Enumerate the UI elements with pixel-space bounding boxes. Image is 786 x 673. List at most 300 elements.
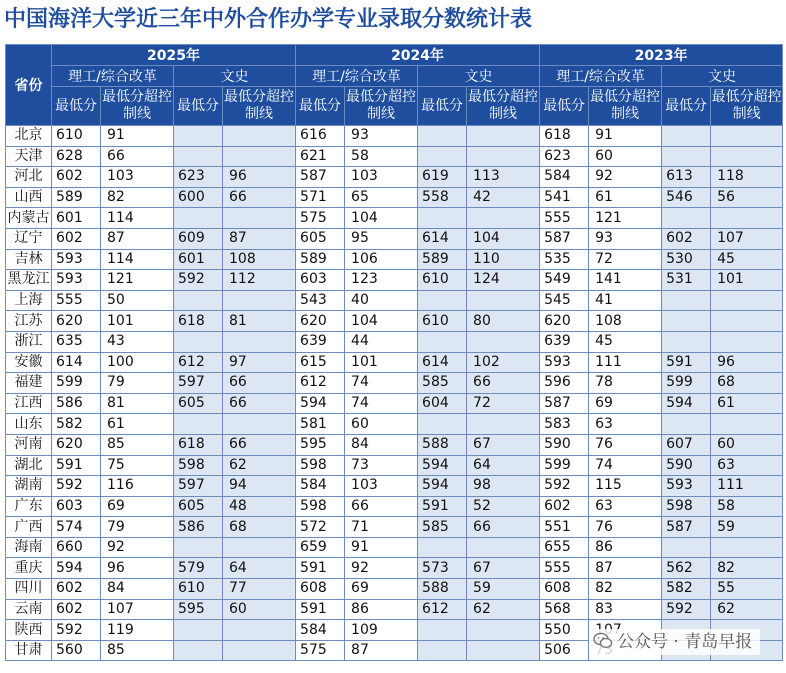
over-line-cell: 66 bbox=[223, 187, 296, 208]
over-line-cell: 77 bbox=[223, 579, 296, 600]
over-line-cell: 82 bbox=[589, 579, 662, 600]
table-row bbox=[6, 270, 783, 291]
over-line-cell: 104 bbox=[345, 311, 418, 332]
over-line-cell: 60 bbox=[711, 434, 783, 455]
min-score-cell bbox=[662, 290, 711, 311]
table-row bbox=[6, 393, 783, 414]
over-line-cell: 101 bbox=[711, 270, 783, 291]
min-score-cell: 610 bbox=[52, 126, 101, 147]
over-line-cell: 63 bbox=[589, 414, 662, 435]
min-score-cell: 598 bbox=[662, 496, 711, 517]
over-line-cell: 81 bbox=[223, 311, 296, 332]
min-score-cell: 655 bbox=[540, 537, 589, 558]
over-line-cell: 61 bbox=[711, 393, 783, 414]
min-score-header: 最低分 bbox=[540, 87, 589, 126]
min-score-cell bbox=[418, 640, 467, 661]
min-score-cell: 623 bbox=[174, 167, 223, 188]
table-row bbox=[6, 311, 783, 332]
table-row bbox=[6, 496, 783, 517]
min-score-cell: 628 bbox=[52, 146, 101, 167]
min-score-cell: 589 bbox=[52, 187, 101, 208]
over-line-cell: 41 bbox=[589, 290, 662, 311]
min-score-cell bbox=[174, 414, 223, 435]
over-line-cell: 94 bbox=[223, 476, 296, 497]
min-score-cell: 572 bbox=[296, 517, 345, 538]
table-row bbox=[6, 208, 783, 229]
min-score-cell: 591 bbox=[418, 496, 467, 517]
over-line-cell bbox=[223, 331, 296, 352]
min-score-cell: 603 bbox=[52, 496, 101, 517]
over-line-cell bbox=[223, 290, 296, 311]
over-line-cell: 92 bbox=[101, 537, 174, 558]
min-score-cell: 591 bbox=[52, 455, 101, 476]
province-cell: 黑龙江 bbox=[6, 270, 52, 291]
province-cell: 江苏 bbox=[6, 311, 52, 332]
over-line-cell: 64 bbox=[467, 455, 540, 476]
min-score-cell: 551 bbox=[540, 517, 589, 538]
province-cell: 广东 bbox=[6, 496, 52, 517]
over-line-cell: 92 bbox=[345, 558, 418, 579]
table-row bbox=[6, 373, 783, 394]
province-cell: 内蒙古 bbox=[6, 208, 52, 229]
over-line-cell: 107 bbox=[711, 228, 783, 249]
table-row bbox=[6, 579, 783, 600]
min-score-cell: 603 bbox=[296, 270, 345, 291]
over-line-cell: 111 bbox=[589, 352, 662, 373]
min-score-cell: 590 bbox=[662, 455, 711, 476]
min-score-cell: 592 bbox=[52, 476, 101, 497]
min-score-cell: 592 bbox=[52, 620, 101, 641]
min-score-cell bbox=[418, 126, 467, 147]
min-score-cell: 610 bbox=[418, 270, 467, 291]
over-line-cell: 93 bbox=[589, 228, 662, 249]
min-score-cell: 591 bbox=[662, 352, 711, 373]
over-line-cell: 85 bbox=[101, 434, 174, 455]
min-score-cell: 620 bbox=[52, 311, 101, 332]
province-cell: 安徽 bbox=[6, 352, 52, 373]
over-line-cell bbox=[711, 146, 783, 167]
over-line-cell: 66 bbox=[101, 146, 174, 167]
over-line-cell: 114 bbox=[101, 208, 174, 229]
over-line-cell: 72 bbox=[467, 393, 540, 414]
table-row bbox=[6, 126, 783, 147]
over-line-cell: 58 bbox=[711, 496, 783, 517]
over-line-cell: 73 bbox=[345, 455, 418, 476]
over-line-cell: 72 bbox=[589, 249, 662, 270]
min-score-cell: 594 bbox=[662, 393, 711, 414]
over-line-cell: 40 bbox=[345, 290, 418, 311]
min-score-cell: 604 bbox=[418, 393, 467, 414]
over-line-cell: 74 bbox=[345, 393, 418, 414]
over-line-cell: 121 bbox=[589, 208, 662, 229]
over-line-cell: 86 bbox=[345, 599, 418, 620]
province-cell: 甘肃 bbox=[6, 640, 52, 661]
min-score-cell: 609 bbox=[174, 228, 223, 249]
min-score-cell bbox=[662, 537, 711, 558]
min-score-cell: 612 bbox=[296, 373, 345, 394]
province-cell: 山西 bbox=[6, 187, 52, 208]
over-line-header: 最低分超控制线 bbox=[345, 87, 418, 126]
min-score-cell: 571 bbox=[296, 187, 345, 208]
min-score-cell: 607 bbox=[662, 434, 711, 455]
min-score-cell: 585 bbox=[418, 517, 467, 538]
min-score-cell: 599 bbox=[540, 455, 589, 476]
table-body bbox=[6, 126, 783, 661]
min-score-cell: 595 bbox=[296, 434, 345, 455]
min-score-cell: 639 bbox=[540, 331, 589, 352]
over-line-cell: 64 bbox=[223, 558, 296, 579]
min-score-cell bbox=[174, 208, 223, 229]
min-score-cell: 506 bbox=[540, 640, 589, 661]
min-score-cell: 621 bbox=[296, 146, 345, 167]
min-score-cell: 601 bbox=[174, 249, 223, 270]
min-score-cell: 587 bbox=[540, 228, 589, 249]
min-score-cell: 635 bbox=[52, 331, 101, 352]
over-line-cell: 111 bbox=[711, 476, 783, 497]
score-table bbox=[5, 44, 783, 661]
province-cell: 四川 bbox=[6, 579, 52, 600]
over-line-header: 最低分超控制线 bbox=[711, 87, 783, 126]
over-line-cell: 101 bbox=[345, 352, 418, 373]
table-row bbox=[6, 167, 783, 188]
over-line-cell: 74 bbox=[345, 373, 418, 394]
over-line-cell: 119 bbox=[101, 620, 174, 641]
table-row bbox=[6, 228, 783, 249]
min-score-cell: 530 bbox=[662, 249, 711, 270]
over-line-cell: 80 bbox=[467, 311, 540, 332]
min-score-cell: 594 bbox=[418, 476, 467, 497]
over-line-cell: 101 bbox=[101, 311, 174, 332]
min-score-header: 最低分 bbox=[418, 87, 467, 126]
province-cell: 广西 bbox=[6, 517, 52, 538]
min-score-cell: 587 bbox=[296, 167, 345, 188]
min-score-cell bbox=[662, 331, 711, 352]
min-score-cell: 584 bbox=[296, 476, 345, 497]
over-line-cell bbox=[711, 414, 783, 435]
province-cell: 北京 bbox=[6, 126, 52, 147]
over-line-cell: 61 bbox=[589, 187, 662, 208]
min-score-cell bbox=[174, 537, 223, 558]
over-line-cell: 109 bbox=[345, 620, 418, 641]
over-line-cell: 68 bbox=[711, 373, 783, 394]
min-score-cell: 593 bbox=[540, 352, 589, 373]
over-line-cell: 76 bbox=[589, 434, 662, 455]
over-line-cell bbox=[467, 290, 540, 311]
min-score-header: 最低分 bbox=[174, 87, 223, 126]
min-score-cell: 573 bbox=[418, 558, 467, 579]
over-line-cell: 97 bbox=[223, 352, 296, 373]
over-line-cell: 106 bbox=[345, 249, 418, 270]
over-line-cell: 116 bbox=[101, 476, 174, 497]
over-line-cell bbox=[467, 537, 540, 558]
table-row bbox=[6, 414, 783, 435]
year-header-2024: 2024年 bbox=[296, 45, 540, 66]
over-line-cell bbox=[467, 414, 540, 435]
over-line-cell: 66 bbox=[467, 373, 540, 394]
over-line-cell: 62 bbox=[223, 455, 296, 476]
min-score-cell: 590 bbox=[540, 434, 589, 455]
min-score-cell: 574 bbox=[52, 517, 101, 538]
min-score-cell: 555 bbox=[52, 290, 101, 311]
min-score-cell: 560 bbox=[52, 640, 101, 661]
table-header bbox=[6, 45, 783, 126]
over-line-header: 最低分超控制线 bbox=[467, 87, 540, 126]
min-score-cell bbox=[174, 640, 223, 661]
over-line-cell: 112 bbox=[223, 270, 296, 291]
min-score-cell bbox=[662, 126, 711, 147]
table-row bbox=[6, 537, 783, 558]
over-line-cell: 59 bbox=[711, 517, 783, 538]
liberal-group-header: 文史 bbox=[662, 66, 783, 87]
min-score-cell: 614 bbox=[418, 228, 467, 249]
over-line-cell: 87 bbox=[223, 228, 296, 249]
min-score-cell bbox=[418, 537, 467, 558]
over-line-cell: 108 bbox=[223, 249, 296, 270]
min-score-cell: 614 bbox=[52, 352, 101, 373]
over-line-cell: 62 bbox=[711, 599, 783, 620]
over-line-cell: 63 bbox=[711, 455, 783, 476]
over-line-cell: 65 bbox=[345, 187, 418, 208]
over-line-cell: 42 bbox=[467, 187, 540, 208]
province-cell: 辽宁 bbox=[6, 228, 52, 249]
province-cell: 湖北 bbox=[6, 455, 52, 476]
over-line-cell: 67 bbox=[467, 434, 540, 455]
min-score-cell: 597 bbox=[174, 373, 223, 394]
over-line-cell bbox=[467, 208, 540, 229]
min-score-cell bbox=[418, 290, 467, 311]
min-score-cell: 593 bbox=[52, 270, 101, 291]
min-score-cell bbox=[418, 208, 467, 229]
province-cell: 江西 bbox=[6, 393, 52, 414]
table-row bbox=[6, 290, 783, 311]
over-line-cell: 98 bbox=[467, 476, 540, 497]
min-score-cell bbox=[662, 208, 711, 229]
table-row bbox=[6, 434, 783, 455]
over-line-cell: 69 bbox=[589, 393, 662, 414]
min-score-cell: 620 bbox=[540, 311, 589, 332]
min-score-cell: 602 bbox=[52, 167, 101, 188]
over-line-cell: 121 bbox=[101, 270, 174, 291]
min-score-cell bbox=[418, 414, 467, 435]
min-score-cell: 613 bbox=[662, 167, 711, 188]
min-score-cell: 584 bbox=[540, 167, 589, 188]
over-line-cell: 62 bbox=[467, 599, 540, 620]
over-line-cell: 58 bbox=[345, 146, 418, 167]
over-line-cell bbox=[223, 126, 296, 147]
liberal-group-header: 文史 bbox=[174, 66, 296, 87]
min-score-cell: 584 bbox=[296, 620, 345, 641]
min-score-cell: 615 bbox=[296, 352, 345, 373]
over-line-cell bbox=[223, 146, 296, 167]
year-header-2025: 2025年 bbox=[52, 45, 296, 66]
over-line-cell: 91 bbox=[589, 126, 662, 147]
min-score-cell bbox=[174, 620, 223, 641]
province-cell: 海南 bbox=[6, 537, 52, 558]
science-group-header: 理工/综合改革 bbox=[540, 66, 662, 87]
min-score-cell: 618 bbox=[174, 311, 223, 332]
over-line-cell: 43 bbox=[101, 331, 174, 352]
min-score-header: 最低分 bbox=[52, 87, 101, 126]
min-score-cell: 639 bbox=[296, 331, 345, 352]
over-line-cell: 84 bbox=[345, 434, 418, 455]
over-line-cell: 107 bbox=[101, 599, 174, 620]
min-score-cell: 593 bbox=[52, 249, 101, 270]
min-score-cell: 591 bbox=[296, 558, 345, 579]
province-cell: 重庆 bbox=[6, 558, 52, 579]
over-line-cell: 56 bbox=[711, 187, 783, 208]
over-line-cell: 92 bbox=[589, 167, 662, 188]
over-line-cell: 79 bbox=[101, 517, 174, 538]
over-line-cell bbox=[711, 126, 783, 147]
year-header-2023: 2023年 bbox=[540, 45, 783, 66]
min-score-cell: 614 bbox=[418, 352, 467, 373]
over-line-cell: 69 bbox=[345, 579, 418, 600]
province-cell: 山东 bbox=[6, 414, 52, 435]
over-line-cell: 86 bbox=[589, 537, 662, 558]
min-score-cell: 596 bbox=[540, 373, 589, 394]
min-score-cell bbox=[418, 146, 467, 167]
over-line-cell: 66 bbox=[223, 393, 296, 414]
min-score-cell: 598 bbox=[296, 455, 345, 476]
min-score-cell: 545 bbox=[540, 290, 589, 311]
over-line-cell bbox=[711, 537, 783, 558]
min-score-cell: 581 bbox=[296, 414, 345, 435]
province-cell: 云南 bbox=[6, 599, 52, 620]
province-cell: 陕西 bbox=[6, 620, 52, 641]
over-line-cell bbox=[711, 290, 783, 311]
over-line-cell: 82 bbox=[101, 187, 174, 208]
min-score-cell: 659 bbox=[296, 537, 345, 558]
over-line-cell: 44 bbox=[345, 331, 418, 352]
min-score-cell: 592 bbox=[662, 599, 711, 620]
min-score-cell: 620 bbox=[52, 434, 101, 455]
over-line-cell: 59 bbox=[467, 579, 540, 600]
over-line-cell: 96 bbox=[101, 558, 174, 579]
over-line-cell bbox=[711, 311, 783, 332]
table-row bbox=[6, 476, 783, 497]
min-score-cell: 602 bbox=[662, 228, 711, 249]
province-cell: 上海 bbox=[6, 290, 52, 311]
min-score-cell: 618 bbox=[174, 434, 223, 455]
over-line-header: 最低分超控制线 bbox=[589, 87, 662, 126]
table-row bbox=[6, 187, 783, 208]
min-score-cell: 619 bbox=[418, 167, 467, 188]
min-score-cell: 602 bbox=[540, 496, 589, 517]
over-line-cell: 93 bbox=[345, 126, 418, 147]
min-score-cell: 587 bbox=[540, 393, 589, 414]
min-score-cell: 597 bbox=[174, 476, 223, 497]
min-score-cell: 588 bbox=[418, 434, 467, 455]
watermark bbox=[589, 629, 760, 655]
min-score-cell: 623 bbox=[540, 146, 589, 167]
over-line-cell: 55 bbox=[711, 579, 783, 600]
over-line-cell: 48 bbox=[223, 496, 296, 517]
liberal-group-header: 文史 bbox=[418, 66, 540, 87]
wechat-icon bbox=[593, 632, 613, 650]
over-line-cell: 114 bbox=[101, 249, 174, 270]
min-score-cell: 543 bbox=[296, 290, 345, 311]
min-score-cell: 600 bbox=[174, 187, 223, 208]
min-score-cell: 598 bbox=[296, 496, 345, 517]
min-score-cell: 555 bbox=[540, 208, 589, 229]
over-line-cell: 96 bbox=[711, 352, 783, 373]
min-score-cell: 595 bbox=[174, 599, 223, 620]
min-score-cell: 582 bbox=[662, 579, 711, 600]
over-line-cell: 103 bbox=[345, 167, 418, 188]
min-score-cell: 555 bbox=[540, 558, 589, 579]
min-score-cell: 594 bbox=[52, 558, 101, 579]
over-line-cell: 96 bbox=[223, 167, 296, 188]
over-line-cell: 68 bbox=[223, 517, 296, 538]
min-score-cell: 605 bbox=[174, 496, 223, 517]
over-line-cell: 104 bbox=[467, 228, 540, 249]
min-score-cell: 541 bbox=[540, 187, 589, 208]
min-score-cell: 602 bbox=[52, 228, 101, 249]
over-line-cell bbox=[223, 414, 296, 435]
over-line-cell: 115 bbox=[589, 476, 662, 497]
min-score-cell: 575 bbox=[296, 208, 345, 229]
min-score-cell: 582 bbox=[52, 414, 101, 435]
min-score-cell: 550 bbox=[540, 620, 589, 641]
min-score-cell: 593 bbox=[662, 476, 711, 497]
over-line-cell: 100 bbox=[101, 352, 174, 373]
over-line-cell: 91 bbox=[345, 537, 418, 558]
science-group-header: 理工/综合改革 bbox=[52, 66, 174, 87]
province-cell: 湖南 bbox=[6, 476, 52, 497]
province-cell: 吉林 bbox=[6, 249, 52, 270]
min-score-cell: 594 bbox=[418, 455, 467, 476]
over-line-cell: 123 bbox=[345, 270, 418, 291]
min-score-cell: 620 bbox=[296, 311, 345, 332]
over-line-cell: 110 bbox=[467, 249, 540, 270]
over-line-cell: 45 bbox=[711, 249, 783, 270]
over-line-cell: 74 bbox=[589, 455, 662, 476]
over-line-cell: 76 bbox=[589, 517, 662, 538]
over-line-cell: 84 bbox=[101, 579, 174, 600]
min-score-cell bbox=[174, 146, 223, 167]
province-cell: 河南 bbox=[6, 434, 52, 455]
min-score-cell: 586 bbox=[174, 517, 223, 538]
watermark-text: 公众号 · 青岛早报 bbox=[617, 632, 753, 652]
over-line-cell bbox=[467, 126, 540, 147]
over-line-cell: 102 bbox=[467, 352, 540, 373]
table-row bbox=[6, 331, 783, 352]
min-score-cell: 598 bbox=[174, 455, 223, 476]
over-line-cell: 60 bbox=[345, 414, 418, 435]
over-line-cell: 95 bbox=[345, 228, 418, 249]
over-line-cell bbox=[467, 620, 540, 641]
science-group-header: 理工/综合改革 bbox=[296, 66, 418, 87]
min-score-cell: 616 bbox=[296, 126, 345, 147]
min-score-cell: 591 bbox=[296, 599, 345, 620]
table-row bbox=[6, 599, 783, 620]
table-row bbox=[6, 455, 783, 476]
over-line-cell bbox=[467, 146, 540, 167]
min-score-cell: 575 bbox=[296, 640, 345, 661]
min-score-cell: 599 bbox=[52, 373, 101, 394]
min-score-cell: 594 bbox=[296, 393, 345, 414]
min-score-cell: 588 bbox=[418, 579, 467, 600]
min-score-cell: 562 bbox=[662, 558, 711, 579]
over-line-cell: 67 bbox=[467, 558, 540, 579]
min-score-cell: 610 bbox=[174, 579, 223, 600]
over-line-cell bbox=[467, 640, 540, 661]
min-score-cell: 612 bbox=[418, 599, 467, 620]
min-score-cell: 583 bbox=[540, 414, 589, 435]
over-line-header: 最低分超控制线 bbox=[223, 87, 296, 126]
table-row bbox=[6, 146, 783, 167]
over-line-cell: 82 bbox=[711, 558, 783, 579]
